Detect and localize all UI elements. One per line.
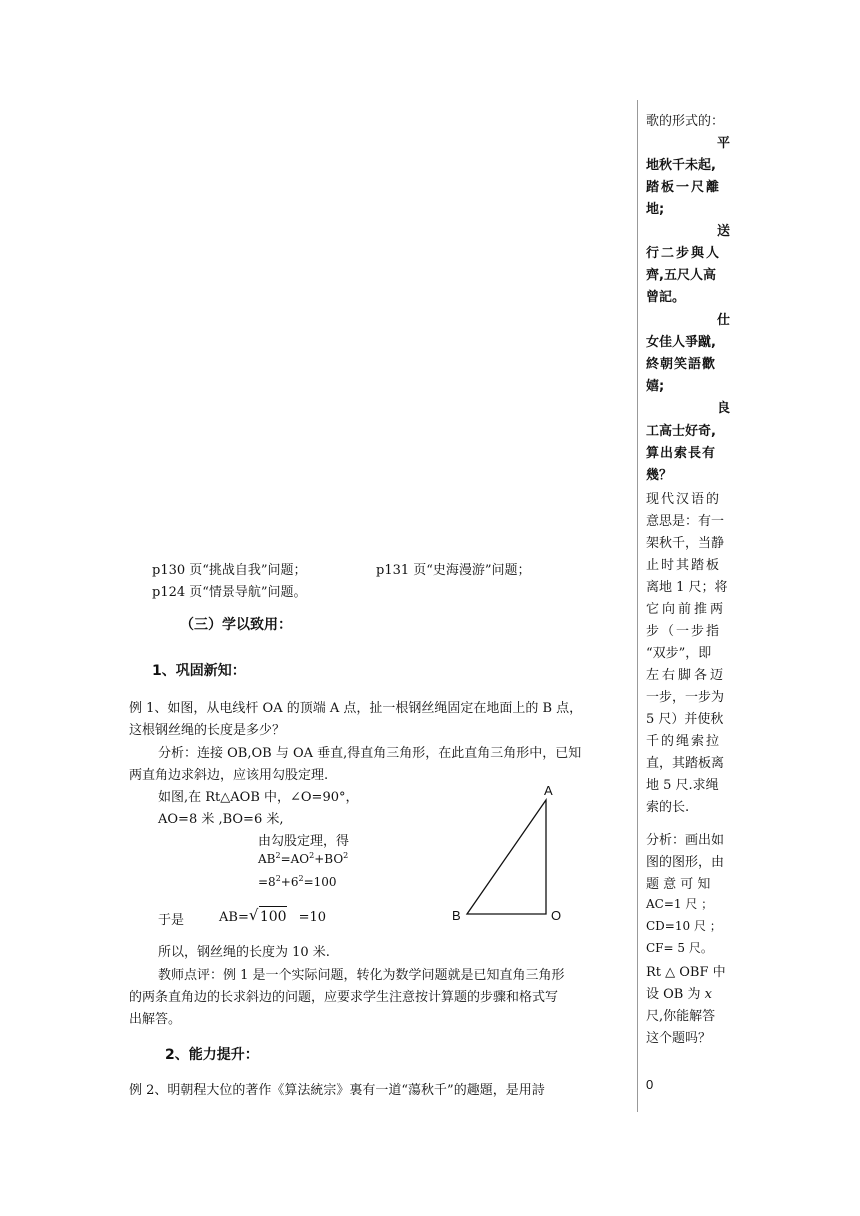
- conclusion: 所以，钢丝绳的长度为 10 米.: [158, 945, 330, 960]
- poem-line: 女佳人爭蹴,: [646, 335, 716, 350]
- therefore-label: 于是: [158, 913, 185, 928]
- poem-line: 踏板一尺離: [646, 180, 722, 195]
- side-text: 现代汉语的: [646, 492, 722, 507]
- poem-line: 算出索長有: [646, 446, 717, 461]
- side-text: 一步，一步为: [646, 690, 725, 705]
- column-divider: [637, 100, 638, 1112]
- equation-pythagoras: $AB^2=AO^2+BO^2$: [258, 851, 349, 866]
- example2-line1: 例 2、明朝程大位的著作《算法統宗》裏有一道“蕩秋千”的趣題，是用詩: [129, 1083, 545, 1098]
- side-analysis: Rt △ OBF 中: [646, 965, 726, 980]
- side-text: 步（一步指: [646, 624, 722, 639]
- subsection-title-consolidate: 1、巩固新知：: [152, 663, 246, 679]
- side-text: 地 5 尺.求绳: [646, 778, 719, 793]
- side-text: 索的长.: [646, 800, 690, 815]
- side-text: 歌的形式的：: [646, 114, 725, 129]
- analysis-line2: 两直角边求斜边，应该用勾股定理.: [129, 768, 329, 783]
- poem-line: 地秋千未起,: [646, 158, 716, 173]
- vertex-label-b: B: [452, 908, 461, 923]
- right-triangle-figure: [440, 778, 570, 923]
- side-analysis: 设 OB 为 x: [646, 987, 712, 1002]
- side-text: 它向前推两: [646, 602, 727, 617]
- side-analysis: 题 意 可 知: [646, 877, 711, 892]
- side-text: 直，其踏板离: [646, 756, 725, 771]
- poem-line: 齊,五尺人高: [646, 268, 716, 283]
- equation-result: AB= √ 100 =10: [219, 906, 327, 925]
- analysis-line1: 分析：连接 OB,OB 与 OA 垂直,得直角三角形，在此直角三角形中，已知: [158, 746, 582, 761]
- vertex-label-o: O: [551, 908, 562, 923]
- side-text: 5 尺）并使秋: [646, 712, 724, 727]
- side-text: 离地 1 尺；将: [646, 580, 728, 595]
- side-text: 左右脚各迈: [646, 668, 727, 683]
- poem-line: 行二步與人: [646, 246, 722, 261]
- teacher-comment-line1: 教师点评：例 1 是一个实际问题，转化为数学问题就是已知直角三角形: [158, 968, 565, 983]
- example1-line2: 这根钢丝绳的长度是多少？: [129, 723, 286, 738]
- side-analysis: 图的图形，由: [646, 855, 725, 870]
- solution-line2: AO=8 米 ,BO=6 米,: [158, 812, 284, 827]
- solution-line1: 如图,在 Rt△AOB 中，∠O=90°，: [158, 790, 359, 805]
- side-text: “双步”，即: [646, 646, 712, 661]
- side-analysis: AC=1 尺 ；: [646, 897, 714, 911]
- poem-line: 嬉;: [646, 379, 665, 394]
- side-text: 意思是：有一: [646, 514, 725, 529]
- teacher-comment-line3: 出解答。: [129, 1012, 182, 1027]
- ref-history: p131 页“史海漫游”问题；: [376, 563, 531, 578]
- subsection-title-improve: 2、能力提升：: [165, 1047, 259, 1063]
- example1-line1: 例 1、如图，从电线杆 OA 的顶端 A 点，扯一根钢丝绳固定在地面上的 B 点，: [129, 701, 583, 716]
- ref-challenge: p130 页“挑战自我”问题；: [152, 563, 307, 578]
- poem-line: 地;: [646, 202, 665, 217]
- ref-scenario: p124 页“情景导航”问题。: [152, 585, 307, 600]
- section-title-apply: （三）学以致用：: [180, 617, 292, 633]
- sqrt-symbol: √ 100: [248, 906, 287, 925]
- side-analysis: CF= 5 尺。: [646, 941, 713, 955]
- side-analysis: 分析：画出如: [646, 833, 725, 848]
- side-text: 架秋千，当静: [646, 536, 725, 551]
- vertex-label-a: A: [544, 783, 553, 798]
- poem-line: 工高士好奇,: [646, 424, 716, 439]
- poem-line: 平: [716, 136, 730, 151]
- side-bottom-text: 0: [646, 1077, 654, 1092]
- side-analysis: CD=10 尺 ；: [646, 919, 722, 933]
- side-analysis: 尺,你能解答: [646, 1009, 716, 1024]
- poem-line: 曾記。: [646, 290, 686, 305]
- poem-line: 仕: [716, 313, 730, 328]
- side-text: 千的绳索拉: [646, 734, 722, 749]
- equation-values: $=8^2+6^2=100$: [258, 874, 337, 889]
- teacher-comment-line2: 的两条直角边的长求斜边的问题，应要求学生注意按计算题的步骤和格式写: [129, 990, 559, 1005]
- poem-line: 良: [716, 401, 730, 416]
- solution-line3: 由勾股定理，得: [258, 834, 350, 849]
- poem-line: 送: [716, 224, 730, 239]
- side-analysis: 这个题吗？: [646, 1031, 712, 1046]
- poem-line: 終朝笑語歡: [646, 357, 717, 372]
- poem-line: 幾？: [646, 468, 673, 483]
- side-text: 止时其踏板: [646, 558, 722, 573]
